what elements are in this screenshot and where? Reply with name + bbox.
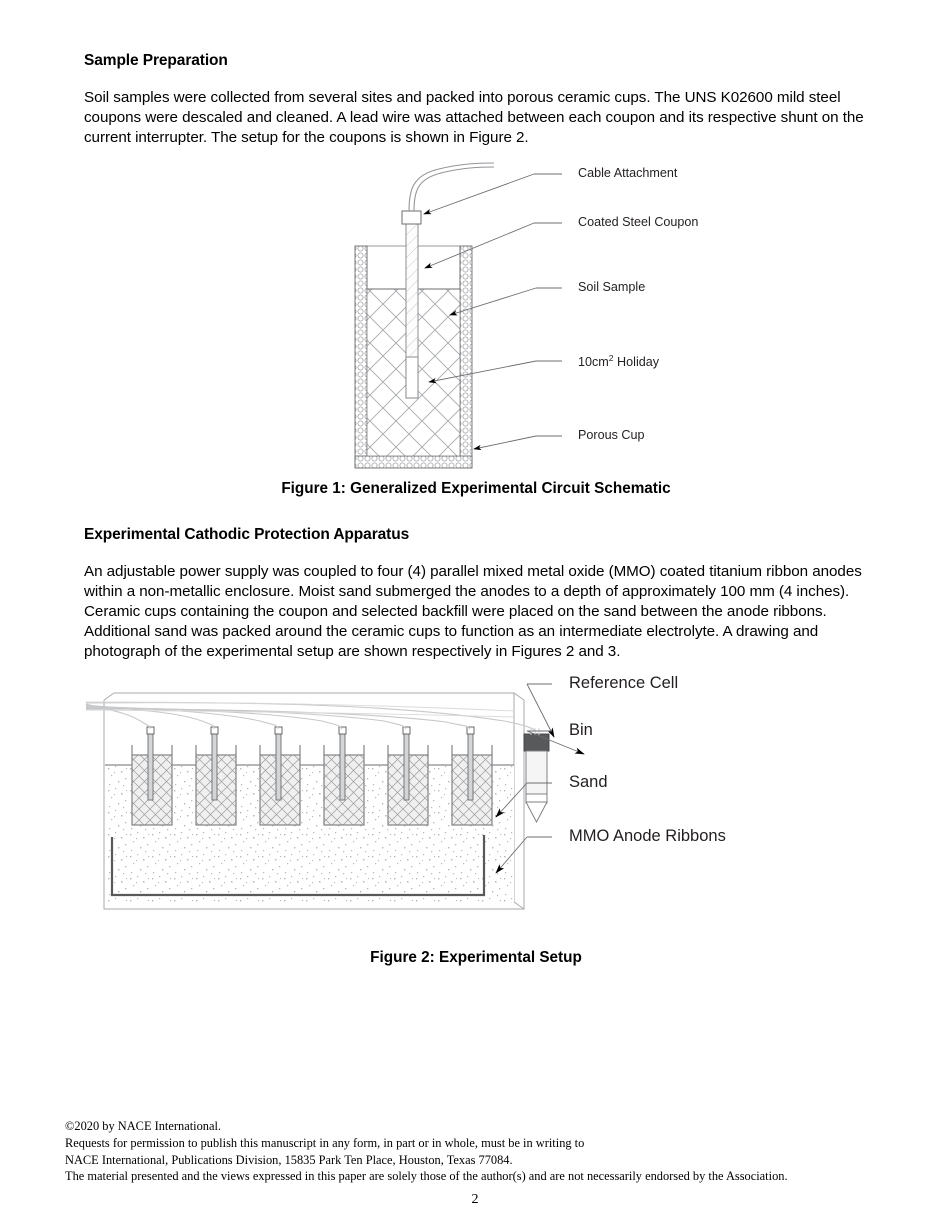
page-number: 2	[471, 1192, 479, 1207]
ceramic-cup	[388, 727, 428, 825]
ceramic-cup	[132, 727, 172, 825]
figure2-label-sand: Sand	[569, 772, 608, 791]
figure1-label-holiday	[578, 353, 659, 369]
figure1-label-cable-attachment: Cable Attachment	[578, 165, 678, 180]
page-footer	[65, 1118, 865, 1185]
figure-1-illustration	[84, 161, 868, 476]
ceramic-cup	[324, 727, 364, 825]
ceramic-cup	[452, 727, 492, 825]
figure1-label-holiday-value: 10cm	[578, 354, 609, 369]
figure2-label-bin: Bin	[569, 720, 593, 739]
figure-1-caption: Figure 1: Generalized Experimental Circuit Schematic	[281, 479, 671, 497]
footer-disclaimer: The material presented and the views expressed in this paper are solely those of the author(s) and are not necessarily endorsed by the Association.	[65, 1169, 788, 1184]
figure1-label-holiday-superscript: 2	[608, 352, 614, 363]
section-heading-experimental-cathodic-protection-apparatus: Experimental Cathodic Protection Apparatus	[84, 525, 410, 543]
paragraph-sample-preparation: Soil samples were collected from several sites and packed into porous ceramic cups. The UNS K02600 mild steel coupons were descaled and cleaned. A lead wire was attached between each coupon and its respective shunt on the current interrupter. The setup for the coupons is shown in Figure 2.	[84, 89, 864, 147]
figure1-label-soil-sample: Soil Sample	[578, 279, 646, 294]
ceramic-cup	[196, 727, 236, 825]
figure-1-svg	[84, 161, 868, 476]
page-content	[84, 52, 868, 967]
ceramic-cup	[260, 727, 300, 825]
figure1-label-porous-cup: Porous Cup	[578, 427, 645, 442]
reference-cell	[524, 728, 549, 822]
figure1-label-coated-steel-coupon: Coated Steel Coupon	[578, 214, 699, 229]
figure2-label-mmo-anode-ribbons: MMO Anode Ribbons	[569, 826, 726, 845]
figure-2-svg	[84, 677, 868, 927]
figure-2-caption: Figure 2: Experimental Setup	[370, 948, 582, 966]
section-heading-sample-preparation: Sample Preparation	[84, 52, 228, 69]
footer-permission-line-1: Requests for permission to publish this manuscript in any form, in part or in whole, must be in writing to	[65, 1135, 585, 1150]
footer-copyright: ©2020 by NACE International.	[65, 1119, 222, 1133]
figure1-label-holiday-unit: Holiday	[613, 354, 660, 369]
footer-permission-line-2: NACE International, Publications Division, 15835 Park Ten Place, Houston, Texas 77084.	[65, 1152, 513, 1167]
figure2-label-reference-cell: Reference Cell	[569, 673, 679, 692]
figure-2-illustration	[84, 673, 868, 927]
paragraph-experimental-apparatus: An adjustable power supply was coupled to four (4) parallel mixed metal oxide (MMO) coated titanium ribbon anodes within a non-metallic enclosure. Moist sand submerged the anodes to a depth of approximately 100 mm (4 inches). Ceramic cups containing the coupon and selected backfill were placed on the sand between the anode ribbons. Additional sand was packed around the ceramic cups to function as an intermediate electrolyte. A drawing and photograph of the experimental setup are shown respectively in Figures 2 and 3.	[84, 562, 862, 661]
